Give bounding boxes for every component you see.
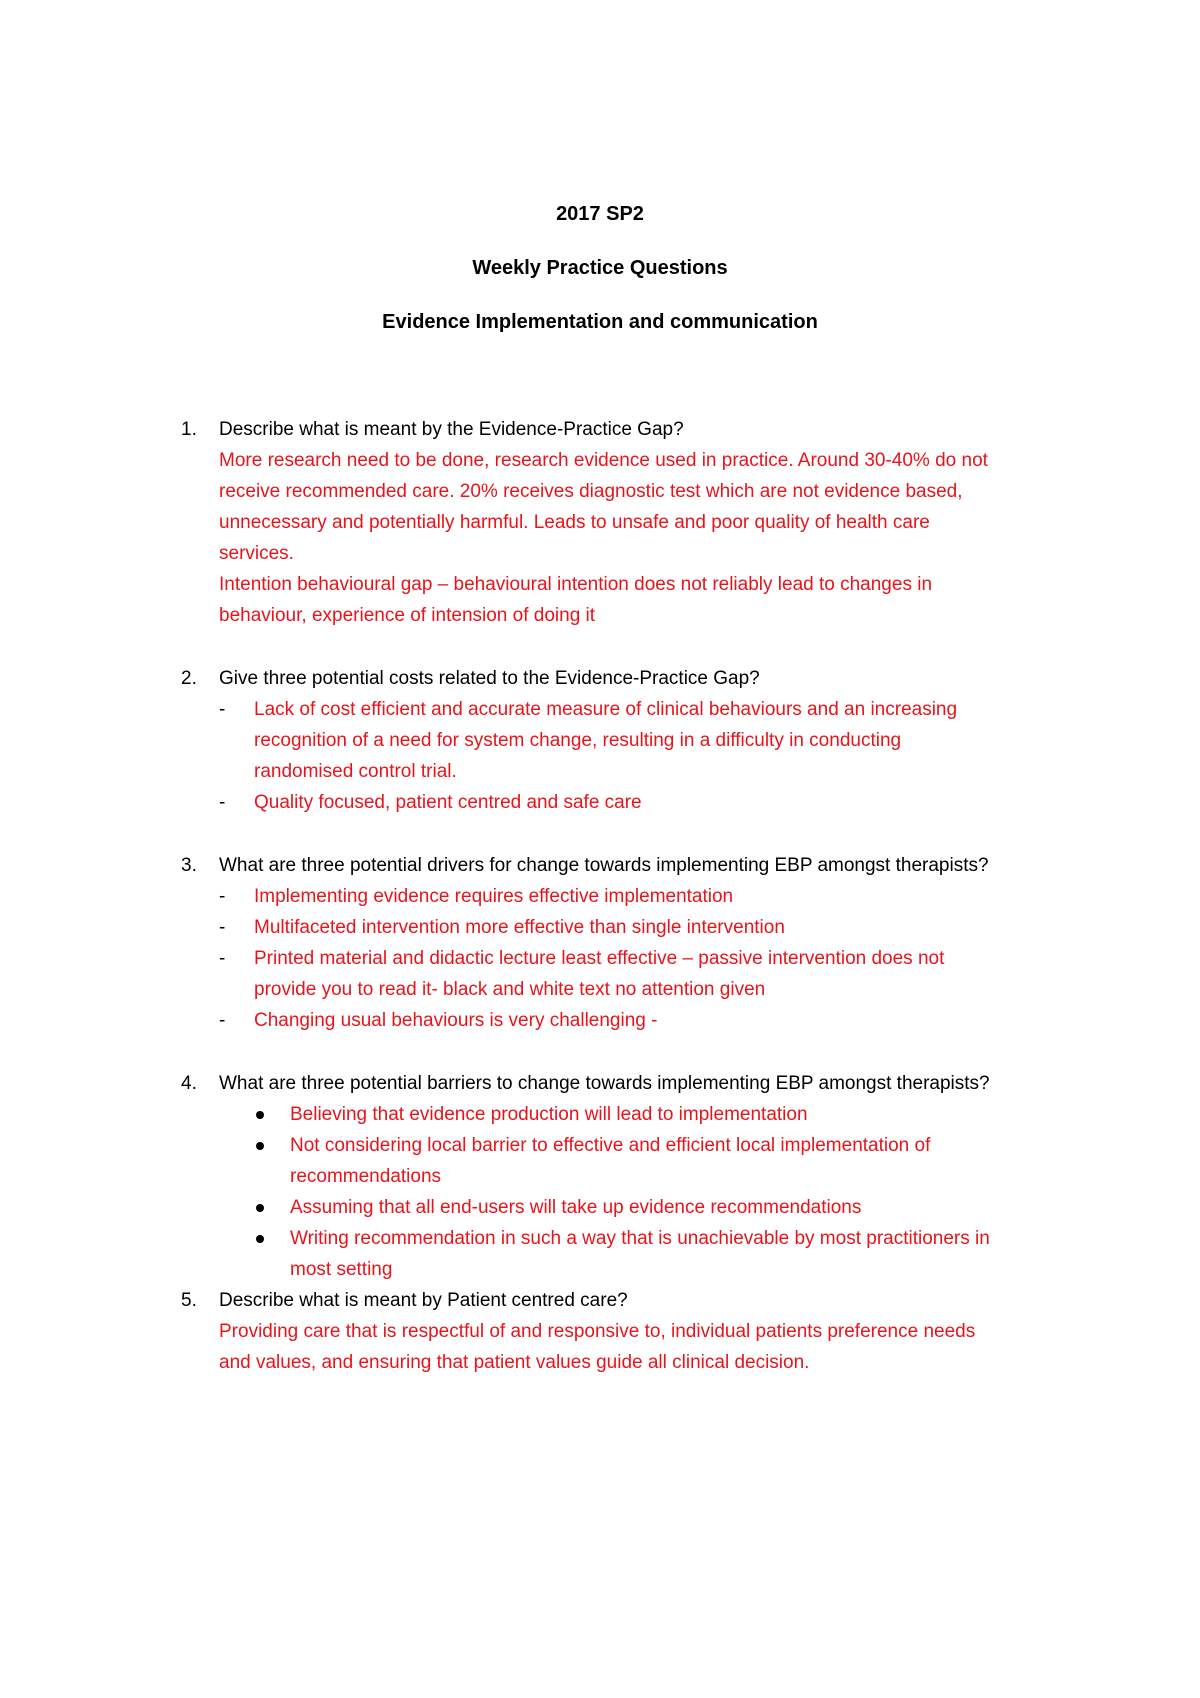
answer-line: Providing care that is respectful of and responsive to, individual patients preference needs <box>219 1321 976 1342</box>
answer-line: services. <box>219 543 294 564</box>
answer-line: Intention behavioural gap – behavioural intention does not reliably lead to changes in <box>219 574 933 595</box>
answer-line: More research need to be done, research evidence used in practice. Around 30-40% do not <box>219 450 988 471</box>
document-subtitle: Weekly Practice Questions <box>472 257 728 279</box>
answer-line: behaviour, experience of intension of doing it <box>219 605 596 626</box>
dash-marker: - <box>219 792 226 813</box>
answer-line: Assuming that all end-users will take up evidence recommendations <box>290 1197 862 1218</box>
dash-marker: - <box>219 948 226 969</box>
bullet-icon <box>256 1142 264 1150</box>
answer-line: Writing recommendation in such a way that is unachievable by most practitioners in <box>290 1228 990 1249</box>
answer-line: Quality focused, patient centred and safe care <box>254 792 642 813</box>
answer-line: unnecessary and potentially harmful. Leads to unsafe and poor quality of health care <box>219 512 930 533</box>
dash-marker: - <box>219 1010 226 1031</box>
answer-line: Believing that evidence production will lead to implementation <box>290 1104 808 1125</box>
answer-line: Multifaceted intervention more effective than single intervention <box>254 917 785 938</box>
bullet-icon <box>256 1235 264 1243</box>
answer-line: most setting <box>290 1259 393 1280</box>
answer-line: and values, and ensuring that patient values guide all clinical decision. <box>219 1352 810 1373</box>
answer-line: randomised control trial. <box>254 761 457 782</box>
question-text: Describe what is meant by Patient centred care? <box>219 1290 628 1311</box>
dash-marker: - <box>219 917 226 938</box>
document-title: 2017 SP2 <box>556 203 644 225</box>
question-text: What are three potential barriers to change towards implementing EBP amongst therapists? <box>219 1073 990 1094</box>
question-number: 1. <box>181 419 197 440</box>
answer-line: Implementing evidence requires effective implementation <box>254 886 734 907</box>
answer-line: Printed material and didactic lecture least effective – passive intervention does not <box>254 948 945 969</box>
answer-line: recognition of a need for system change, resulting in a difficulty in conducting <box>254 730 902 751</box>
answer-line: receive recommended care. 20% receives diagnostic test which are not evidence based, <box>219 481 963 502</box>
question-text: Describe what is meant by the Evidence-Practice Gap? <box>219 419 684 440</box>
dash-marker: - <box>219 699 226 720</box>
answer-line: provide you to read it- black and white text no attention given <box>254 979 766 1000</box>
question-text: What are three potential drivers for change towards implementing EBP amongst therapists? <box>219 855 989 876</box>
answer-line: Lack of cost efficient and accurate measure of clinical behaviours and an increasing <box>254 699 958 720</box>
question-number: 5. <box>181 1290 197 1311</box>
document-topic: Evidence Implementation and communication <box>382 311 818 333</box>
question-text: Give three potential costs related to the Evidence-Practice Gap? <box>219 668 760 689</box>
question-number: 2. <box>181 668 197 689</box>
dash-marker: - <box>219 886 226 907</box>
bullet-icon <box>256 1111 264 1119</box>
bullet-icon <box>256 1204 264 1212</box>
answer-line: recommendations <box>290 1166 442 1187</box>
question-number: 3. <box>181 855 197 876</box>
question-number: 4. <box>181 1073 197 1094</box>
answer-line: Changing usual behaviours is very challenging - <box>254 1010 658 1031</box>
answer-line: Not considering local barrier to effective and efficient local implementation of <box>290 1135 931 1156</box>
